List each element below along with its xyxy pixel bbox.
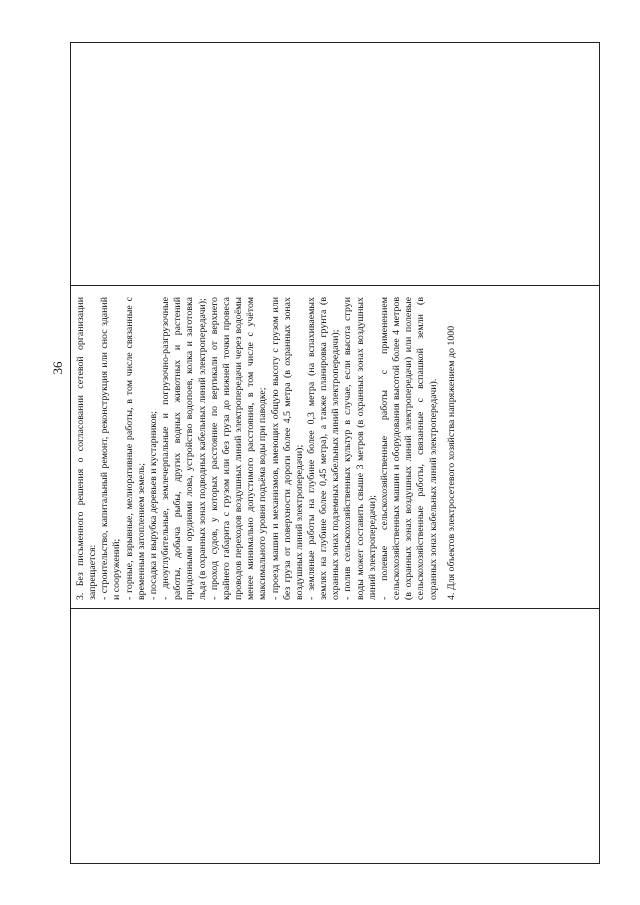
table-cell-left — [71, 43, 601, 285]
list-item: - проход судов, у которых расстояние по вертикали от верхнего крайнего габарита с грузом или без груза до нижней точки провеса проводов переходов воздушных линий электропередачи через водоёмы менее минимально допустимого расстояния, в том числе с учётом максимального уровня подъёма воды при паводке; — [208, 297, 269, 600]
table-cell-content — [71, 285, 601, 608]
list-item: - полив сельскохозяйственных культур в случае, если высота струи воды может составить свыше 3 метров (в охранных зонах воздушных линий электропередачи); — [342, 297, 378, 600]
list-item: - проезд машин и механизмов, имеющих общую высоту с грузом или без груза от поверхности дороги более 4,5 метра (в охранных зонах воздушных линий электропередачи); — [269, 297, 305, 600]
list-item: - земляные работы на глубине более 0,3 метра (на вспахиваемых землях на глубине более 0,45 метра), а также планировка грунта (в охранных зонах подземных кабельных линий электропередачи); — [305, 297, 342, 600]
document-table — [70, 42, 600, 864]
rotated-text-block — [71, 291, 593, 608]
section-4-heading: 4. Для объектов электросетевого хозяйства напряжением до 1000 — [445, 325, 457, 600]
list-item: - полевые сельскохозяйственные работы с применением сельскохозяйственных машин и оборудования высотой более 4 метров (в охранных зонах воздушных линий электропередачи) или полевые сельскохозяйственные работы, связанные с вспашкой земли (в охранных зонах кабельных линий электропередачи). — [378, 297, 439, 600]
list-item: - горные, взрывные, мелиоративные работы, в том числе связанные с временным затоплением земель; — [123, 297, 147, 600]
list-item: - дноуглубительные, землечерпальные и погрузочно-разгрузочные работы, добыча рыбы, других водных животных и растений придонными орудиями лова, устройство водопоев, колка и заготовка льда (в охранных зонах подводных кабельных линий электропередачи); — [160, 297, 208, 600]
list-item: - посадка и вырубка деревьев и кустарников; — [147, 411, 159, 600]
page-number-text: 36 — [50, 361, 65, 375]
list-item: - строительство, капитальный ремонт, реконструкция или снос зданий и сооружений; — [99, 297, 123, 600]
table-cell-right — [71, 608, 601, 863]
section-3-heading: 3. Без письменного решения о согласовании сетевой организации запрещается: — [75, 297, 99, 600]
page-number — [48, 358, 68, 388]
